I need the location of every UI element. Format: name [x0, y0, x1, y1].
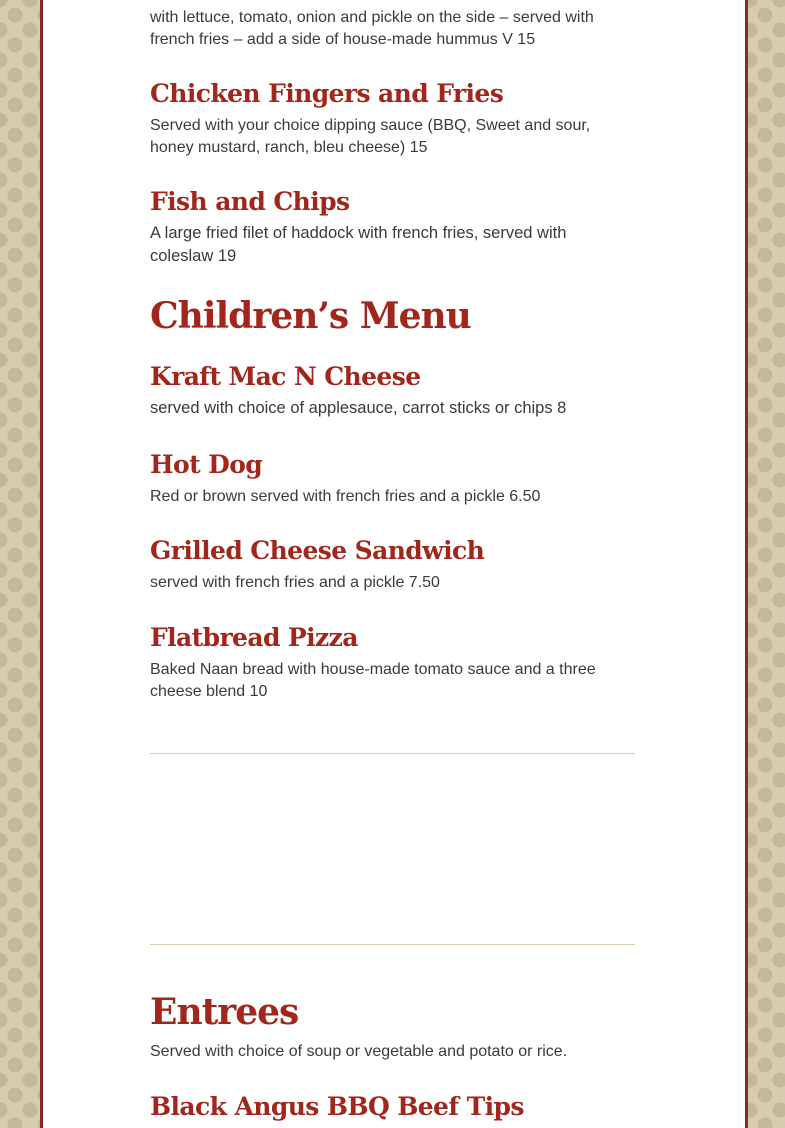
- item-description: Served with your choice dipping sauce (BBQ, Sweet and sour, honey mustard, ranch, bleu cheese) 15: [150, 117, 591, 156]
- item-description: Red or brown served with french fries and a pickle 6.50: [150, 488, 541, 505]
- item-title-flatbread-pizza: Flatbread Pizza: [150, 623, 358, 652]
- menu-panel: [40, 0, 748, 1128]
- section-title-entrees: Entrees: [150, 991, 299, 1033]
- item-title-chicken-fingers: Chicken Fingers and Fries: [150, 79, 504, 108]
- item-description: served with choice of applesauce, carrot sticks or chips 8: [150, 399, 567, 417]
- item-title-fish-and-chips: Fish and Chips: [150, 187, 350, 216]
- divider: [150, 753, 635, 754]
- item-title-bbq-beef-tips: Black Angus BBQ Beef Tips: [150, 1092, 524, 1121]
- item-description: with lettuce, tomato, onion and pickle on the side – served with french fries – add a side of house-made hummus V 15: [150, 9, 594, 48]
- item-description: A large fried filet of haddock with french fries, served with coleslaw 19: [150, 224, 567, 265]
- item-title-hot-dog: Hot Dog: [150, 450, 263, 479]
- item-title-grilled-cheese: Grilled Cheese Sandwich: [150, 536, 485, 565]
- divider: [150, 944, 635, 945]
- section-title-childrens-menu: Children’s Menu: [150, 295, 471, 337]
- item-description: served with french fries and a pickle 7.50: [150, 574, 440, 591]
- section-intro: Served with choice of soup or vegetable and potato or rice.: [150, 1043, 568, 1060]
- item-title-mac-n-cheese: Kraft Mac N Cheese: [150, 362, 421, 391]
- item-description: Baked Naan bread with house-made tomato sauce and a three cheese blend 10: [150, 661, 596, 700]
